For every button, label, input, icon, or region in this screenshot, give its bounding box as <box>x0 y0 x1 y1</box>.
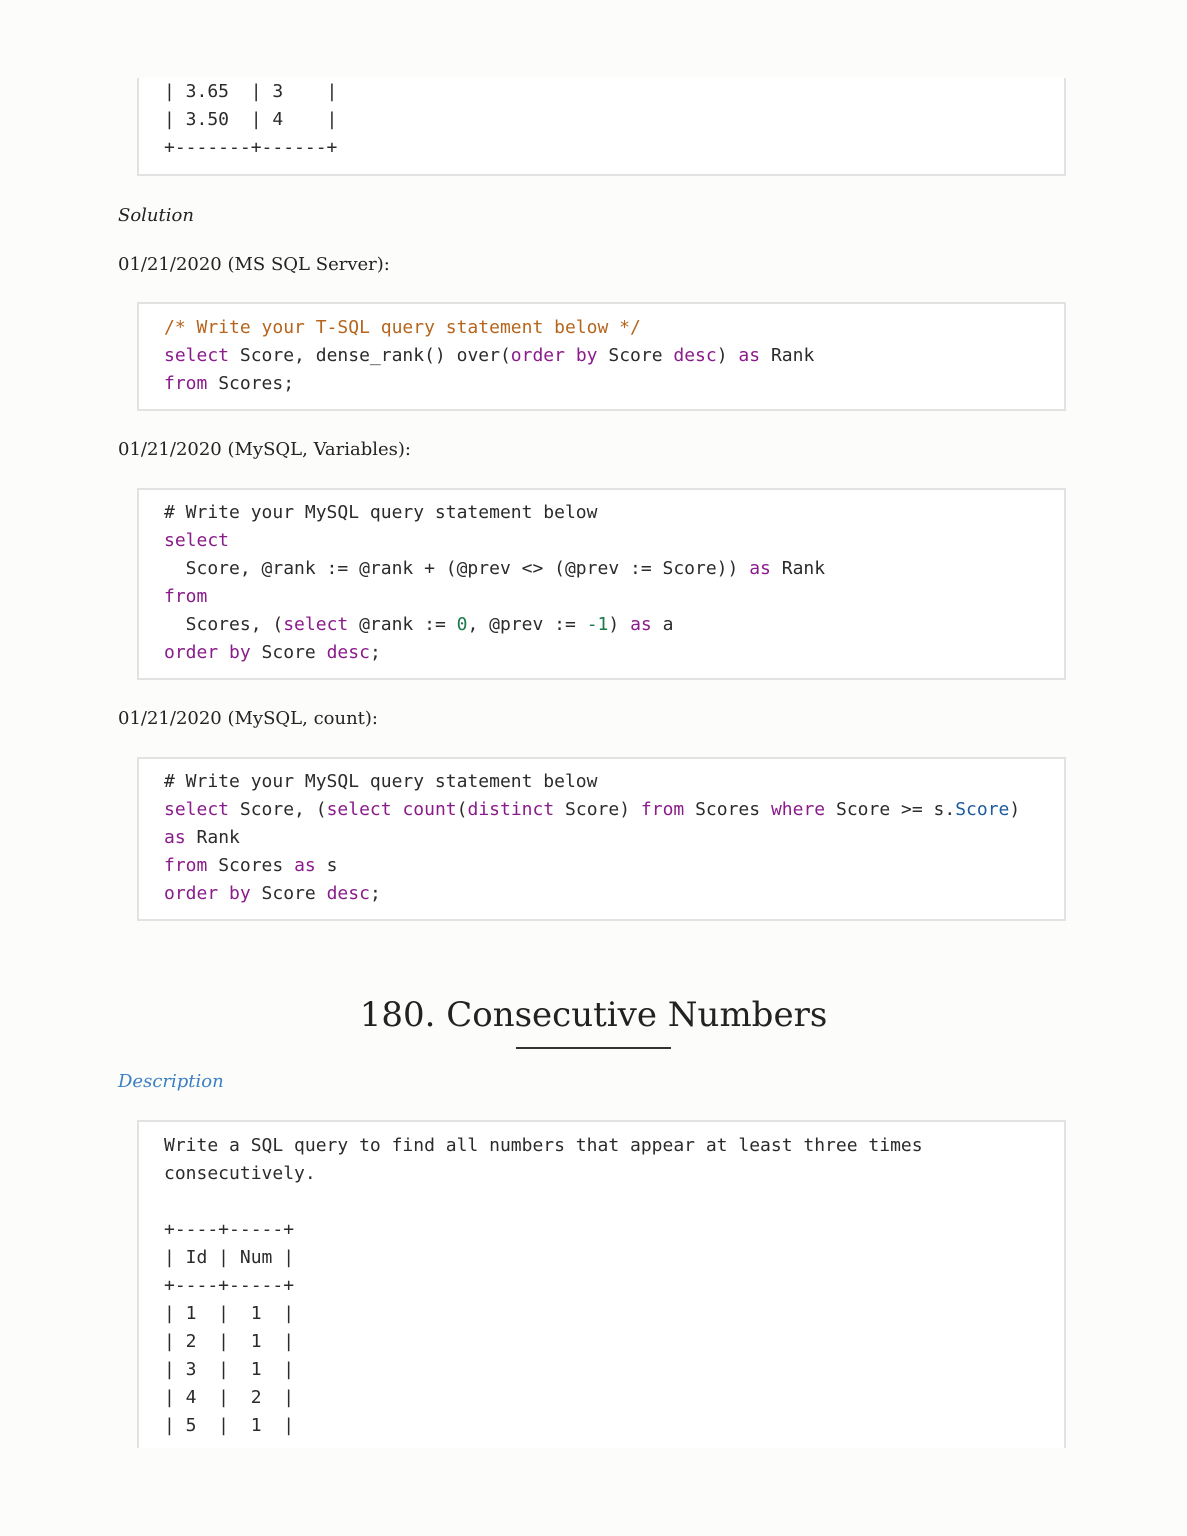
description-line: consecutively. <box>164 1163 316 1184</box>
table-line: | 1 | 1 | <box>164 1303 295 1324</box>
table-line: | 3 | 1 | <box>164 1359 295 1380</box>
code-block-mysql-variables <box>137 488 1066 680</box>
table-line: | 2 | 1 | <box>164 1331 295 1352</box>
code-line: as Rank <box>164 827 240 848</box>
code-block-mysql-count <box>137 757 1066 921</box>
code-line: select Score, (select count(distinct Score) from Scores where Score >= s.Score) <box>164 799 1021 820</box>
table-line: | 5 | 1 | <box>164 1415 295 1436</box>
solution-label-mysql-count: 01/21/2020 (MySQL, count): <box>118 708 378 729</box>
description-codebox <box>137 1120 1066 1448</box>
solution-label-mysql-variables: 01/21/2020 (MySQL, Variables): <box>118 439 412 460</box>
description-line <box>164 1188 1064 1216</box>
solution-label-mssql: 01/21/2020 (MS SQL Server): <box>118 254 390 275</box>
code-line: from Scores as s <box>164 855 338 876</box>
chapter-title: 180. Consecutive Numbers <box>359 995 828 1035</box>
code-line: select Score, dense_rank() over(order by Score desc) as Rank <box>164 345 815 366</box>
code-line: order by Score desc; <box>164 883 381 904</box>
table-line: +----+-----+ <box>164 1219 295 1240</box>
table-line: | Id | Num | <box>164 1247 295 1268</box>
code-line: from Scores; <box>164 373 295 394</box>
code-line: +-------+------+ <box>164 137 338 158</box>
code-line: | 3.50 | 4 | <box>164 109 338 130</box>
code-line: Score, @rank := @rank + (@prev <> (@prev := Score)) as Rank <box>164 558 826 579</box>
code-line: select <box>164 530 230 551</box>
code-line: | 3.65 | 3 | <box>164 81 338 102</box>
title-underline <box>516 1047 671 1049</box>
table-line: | 4 | 2 | <box>164 1387 295 1408</box>
description-line: Write a SQL query to find all numbers that appear at least three times <box>164 1135 923 1156</box>
code-line: Scores, (select @rank := 0, @prev := -1) as a <box>164 614 674 635</box>
table-line: +----+-----+ <box>164 1275 295 1296</box>
top-table-codebox <box>137 78 1066 176</box>
code-comment: # Write your MySQL query statement below <box>164 771 598 792</box>
code-comment: # Write your MySQL query statement below <box>164 502 598 523</box>
description-heading: Description <box>118 1071 224 1092</box>
code-comment: /* Write your T-SQL query statement below */ <box>164 317 641 338</box>
code-line: order by Score desc; <box>164 642 381 663</box>
code-line: from <box>164 586 208 607</box>
solution-heading: Solution <box>118 205 194 226</box>
code-block-mssql <box>137 302 1066 411</box>
